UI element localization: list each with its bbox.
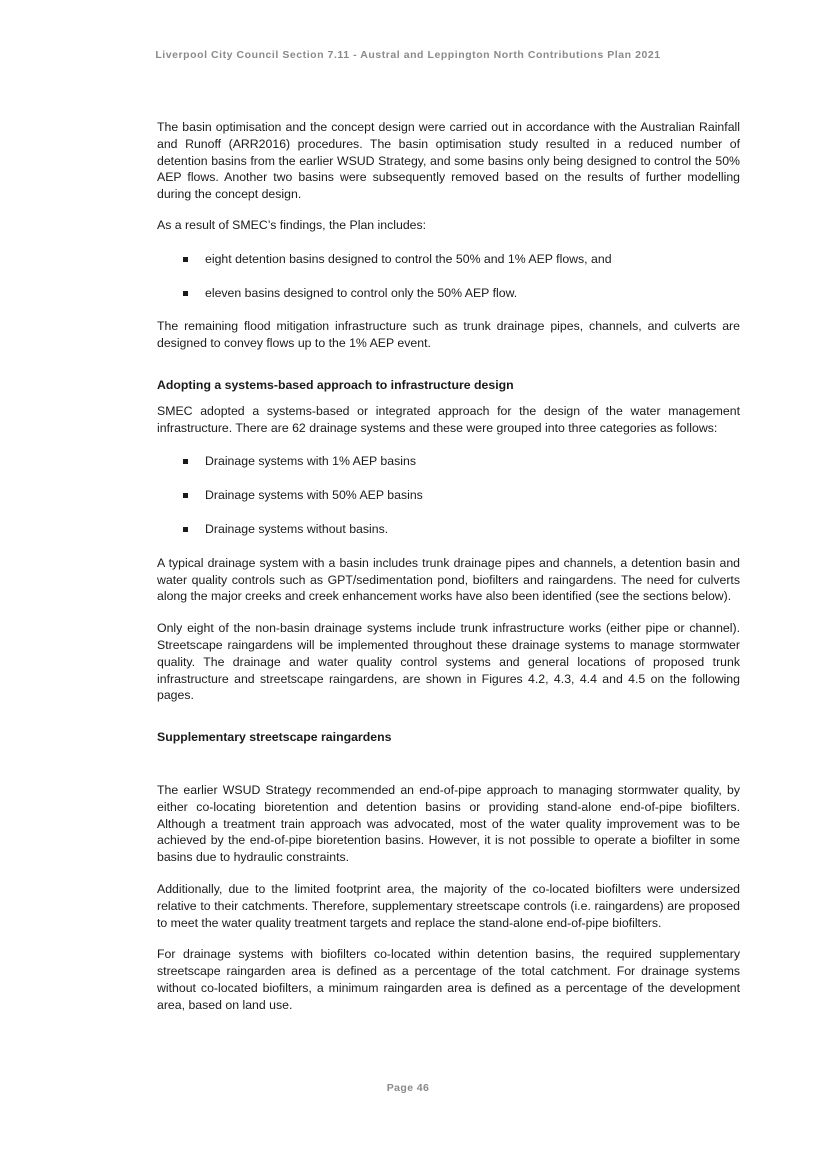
paragraph-smec-approach: SMEC adopted a systems-based or integrated approach for the design of the water management infrastructure. There are 62 drainage systems and these were grouped into three categories as follows: [157,403,740,435]
section-heading-raingardens: Supplementary streetscape raingardens [157,730,392,745]
section-heading-systems-approach: Adopting a systems-based approach to infrastructure design [157,377,514,392]
basin-list [157,251,740,302]
paragraph-plan-includes: As a result of SMEC’s findings, the Plan includes: [157,217,427,232]
paragraph-wsud-strategy: The earlier WSUD Strategy recommended an end-of-pipe approach to managing stormwater quality, by either co-locating bioretention and detention basins or providing stand-alone end-of-pipe biofilters. Although a treatment train approach was advocated, most of the water quality improvement was to be achieved by the end-of-pipe bioretention basins. However, it is not possible to operate a biofilter in some basins due to hydraulic constraints. [157,782,740,865]
paragraph-typical-system: A typical drainage system with a basin includes trunk drainage pipes and channels, a detention basin and water quality controls such as GPT/sedimentation pond, biofilters and raingardens. The need for culverts along the major creeks and creek enhancement works have also been identified (see the sections below). [157,555,740,604]
page-number: Page 46 [386,1082,430,1094]
paragraph-footprint: Additionally, due to the limited footprint area, the majority of the co-located biofilters were undersized relative to their catchments. Therefore, supplementary streetscape controls (i.e. raingardens) are proposed to meet the water quality treatment targets and replace the stand-alone end-of-pipe biofilters. [157,881,740,930]
list-item: Drainage systems with 1% AEP basins [157,453,740,470]
list-item: eight detention basins designed to control the 50% and 1% AEP flows, and [157,251,740,268]
paragraph-non-basin-systems: Only eight of the non-basin drainage systems include trunk infrastructure works (either pipe or channel). Streetscape raingardens will be implemented throughout these drainage systems to manage stormwater quality. The drainage and water quality control systems and general locations of proposed trunk infrastructure and streetscape raingardens, are shown in Figures 4.2, 4.3, 4.4 and 4.5 on the following pages. [157,621,740,703]
list-item: Drainage systems with 50% AEP basins [157,487,740,504]
paragraph-flood-mitigation: The remaining flood mitigation infrastructure such as trunk drainage pipes, channels, and culverts are designed to convey flows up to the 1% AEP event. [157,319,740,351]
drainage-categories-list [157,453,740,537]
list-item: eleven basins designed to control only the 50% AEP flow. [157,285,740,302]
running-header: Liverpool City Council Section 7.11 - Austral and Leppington North Contributions Plan 2021 [155,49,661,61]
page-body [157,119,740,1013]
list-item: Drainage systems without basins. [157,521,740,538]
paragraph-basin-optimisation: The basin optimisation and the concept design were carried out in accordance with the Australian Rainfall and Runoff (ARR2016) procedures. The basin optimisation study resulted in a reduced number of detention basins from the earlier WSUD Strategy, and some basins only being designed to control the 50% AEP flows. Another two basins were subsequently removed based on the results of further modelling during the concept design. [157,120,740,202]
paragraph-biofilters: For drainage systems with biofilters co-located within detention basins, the required supplementary streetscape raingarden area is defined as a percentage of the total catchment. For drainage systems without co-located biofilters, a minimum raingarden area is defined as a percentage of the development area, based on land use. [157,947,740,1012]
